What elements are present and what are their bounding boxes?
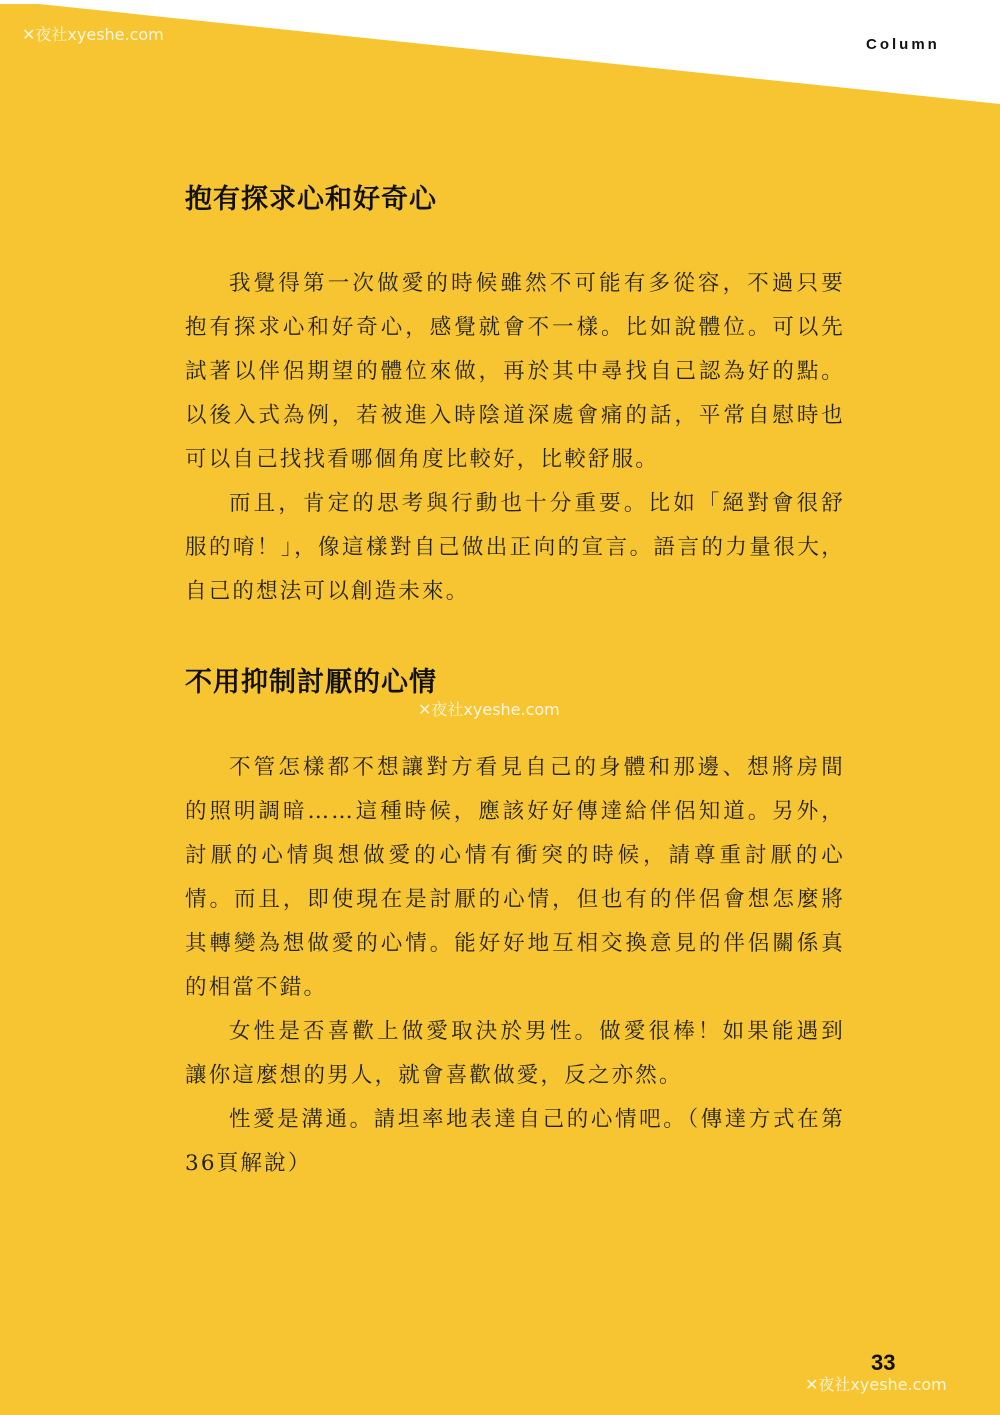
x-logo-icon: ✕ xyxy=(805,1375,819,1394)
corner-strip xyxy=(0,0,520,4)
section-1-paragraph-1: 我覺得第一次做愛的時候雖然不可能有多從容，不過只要抱有探求心和好奇心，感覺就會不一樣。比如說體位。可以先試著以伴侶期望的體位來做，再於其中尋找自己認為好的點。以後入式為例，若被進入時陰道深處會痛的話，平常自慰時也可以自己找找看哪個角度比較好，比較舒服。 xyxy=(185,271,845,472)
corner-triangle xyxy=(0,0,1000,104)
watermark-top-left xyxy=(22,22,164,45)
white-corner-shape xyxy=(0,0,1000,120)
section-2-paragraph-3: 性愛是溝通。請坦率地表達自己的心情吧。（傳達方式在第36頁解說） xyxy=(185,1107,845,1176)
section-2-body xyxy=(185,746,845,1186)
x-logo-icon: ✕ xyxy=(418,700,432,719)
section-2-title: 不用抑制討厭的心情 xyxy=(185,667,437,698)
section-2-paragraph-1: 不管怎樣都不想讓對方看見自己的身體和那邊、想將房間的照明調暗……這種時候，應該好好傳達給伴侶知道。另外，討厭的心情與想做愛的心情有衝突的時候，請尊重討厭的心情。而且，即使現在是討厭的心情，但也有的伴侶會想怎麼將其轉變為想做愛的心情。能好好地互相交換意見的伴侶關係真的相當不錯。 xyxy=(185,755,845,1000)
watermark-text: 夜社xyeshe.com xyxy=(35,25,164,44)
column-label: Column xyxy=(866,36,940,53)
page-number: 33 xyxy=(871,1350,896,1375)
watermark-bottom-right xyxy=(805,1372,947,1395)
x-logo-icon: ✕ xyxy=(22,25,36,44)
watermark-text: 夜社xyeshe.com xyxy=(818,1375,947,1394)
watermark-text: 夜社xyeshe.com xyxy=(431,700,560,719)
watermark-middle xyxy=(418,697,560,720)
section-1-paragraph-2: 而且，肯定的思考與行動也十分重要。比如「絕對會很舒服的唷！」，像這樣對自己做出正向的宣言。語言的力量很大，自己的想法可以創造未來。 xyxy=(185,491,845,604)
section-1-title: 抱有探求心和好奇心 xyxy=(185,184,437,215)
section-1-body xyxy=(185,262,845,614)
section-2-paragraph-2: 女性是否喜歡上做愛取決於男性。做愛很棒！如果能遇到讓你這麼想的男人，就會喜歡做愛，反之亦然。 xyxy=(185,1019,845,1088)
